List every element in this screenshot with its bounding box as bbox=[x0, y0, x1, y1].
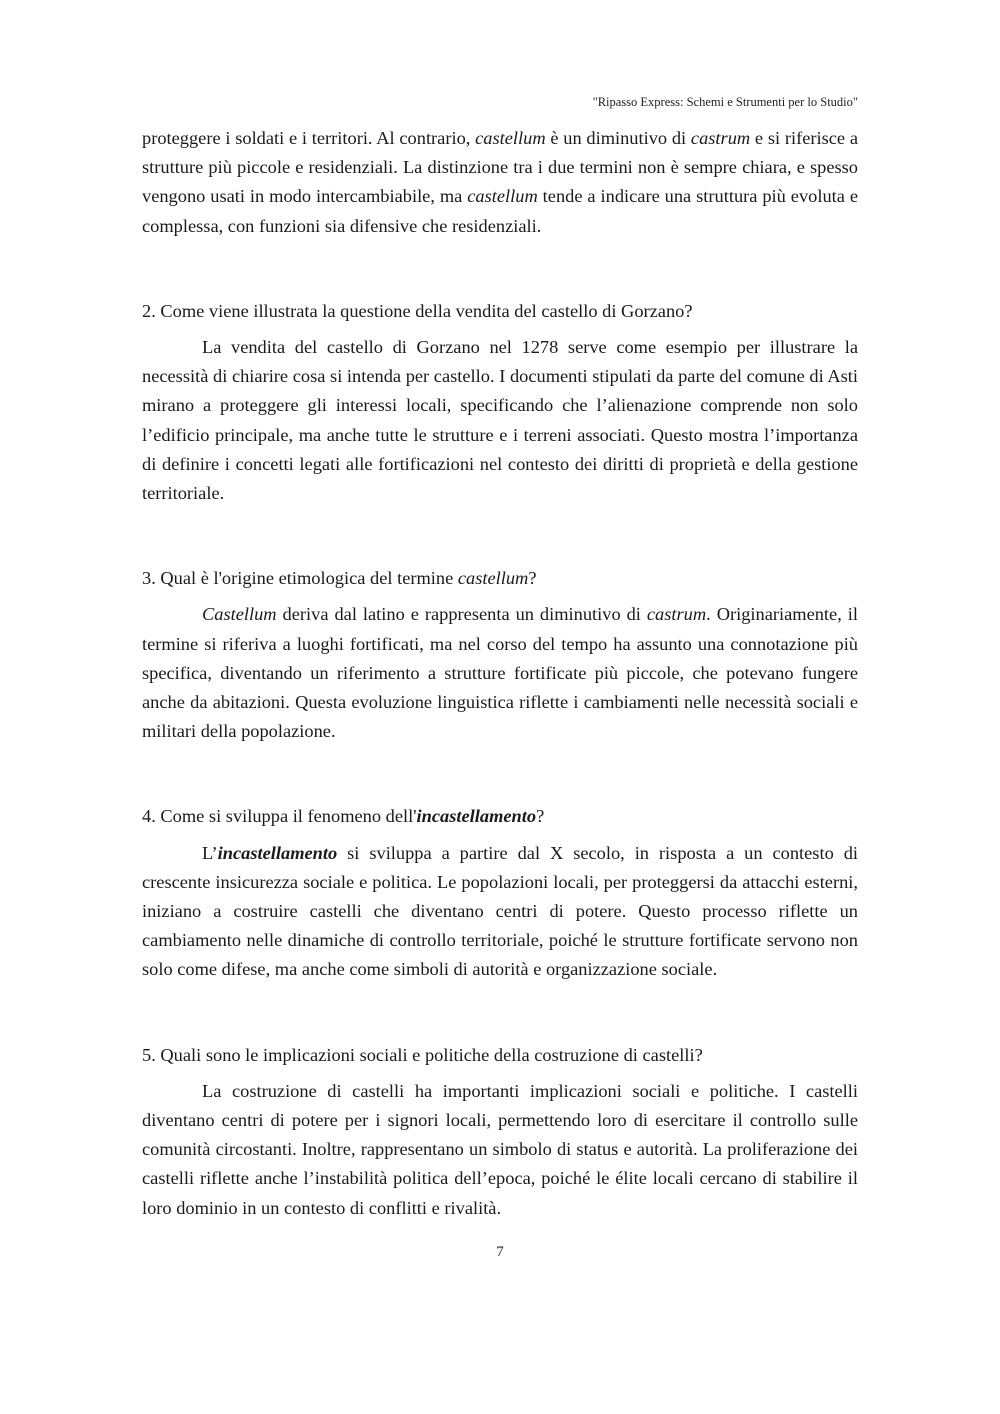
intro-text-1: proteggere i soldati e i territori. Al contrario, bbox=[142, 128, 476, 148]
question-5: 5. Quali sono le implicazioni sociali e politiche della costruzione di castelli? bbox=[142, 1044, 703, 1065]
answer-3 bbox=[142, 600, 858, 746]
answer-2: La vendita del castello di Gorzano nel 1278 serve come esempio per illustrare la necessità di chiarire cosa si intenda per castello. I documenti stipulati da parte del comune di Asti mirano a proteggere gli interessi locali, specificando che l’alienazione comprende non solo l’edificio principale, ma anche tutte le strutture e i terreni associati. Questo mostra l’importanza di definire i concetti legati alle fortificazioni nel contesto dei diritti di proprietà e della gestione territoriale. bbox=[142, 337, 858, 504]
question-3-term: castellum bbox=[457, 568, 529, 589]
answer-3-text-1: deriva dal latino e rappresenta un diminutivo di bbox=[276, 604, 647, 625]
question-4-end: ? bbox=[536, 806, 545, 827]
page-number: 7 bbox=[496, 1244, 504, 1260]
intro-text-2: è un diminutivo di bbox=[545, 128, 691, 148]
answer-4-text: si sviluppa a partire dal X secolo, in risposta a un contesto di crescente insicurezza sociale e politica. Le popolazioni locali, per proteggersi da attacchi esterni, iniziano a costruire castelli che diventano centri di potere. Questo processo riflette un cambiamento nelle dinamiche di controllo territoriale, poiché le strutture fortificate servono non solo come difese, ma anche come simboli di autorità e organizzazione sociale. bbox=[142, 842, 858, 980]
answer-4-term: incastellamento bbox=[217, 842, 338, 863]
question-3 bbox=[142, 564, 858, 593]
page-body bbox=[142, 124, 858, 1223]
answer-4-prefix: L’ bbox=[202, 842, 218, 863]
term-castellum: castellum bbox=[467, 186, 538, 207]
term-castellum: castellum bbox=[475, 128, 546, 148]
answer-3-term-castellum: Castellum bbox=[202, 604, 277, 625]
intro-text-4: tende a indicare una struttura più evoluta e complessa, con funzioni sia difensive che residenziali. bbox=[142, 186, 858, 236]
term-castrum: castrum bbox=[690, 128, 751, 148]
question-3-text: 3. Qual è l'origine etimologica del termine bbox=[142, 568, 458, 589]
question-4-text: 4. Come si sviluppa il fenomeno dell' bbox=[142, 806, 417, 827]
question-4-term: incastellamento bbox=[416, 806, 537, 827]
running-header: "Ripasso Express: Schemi e Strumenti per lo Studio" bbox=[592, 95, 858, 109]
answer-4 bbox=[142, 839, 858, 985]
answer-3-term-castrum: castrum bbox=[646, 604, 707, 625]
intro-text-3: e si riferisce a strutture più piccole e residenziali. La distinzione tra i due termini non è sempre chiara, e spesso vengono usati in modo intercambiabile, ma bbox=[142, 128, 858, 207]
intro-paragraph bbox=[142, 124, 858, 241]
answer-5: La costruzione di castelli ha importanti implicazioni sociali e politiche. I castelli diventano centri di potere per i signori locali, permettendo loro di esercitare il controllo sulle comunità circostanti. Inoltre, rappresentano un simbolo di status e autorità. La proliferazione dei castelli riflette anche l’instabilità politica dell’epoca, poiché le élite locali cercano di stabilire il loro dominio in un contesto di conflitti e rivalità. bbox=[142, 1080, 858, 1218]
question-3-end: ? bbox=[528, 568, 537, 589]
question-4 bbox=[142, 802, 858, 831]
answer-3-text-2: . Originariamente, il termine si riferiva a luoghi fortificati, ma nel corso del tempo ha assunto una connotazione più specifica, diventando un riferimento a strutture fortificate più piccole, che potevano fungere anche da abitazioni. Questa evoluzione linguistica riflette i cambiamenti nelle necessità sociali e militari della popolazione. bbox=[142, 604, 858, 742]
question-2: 2. Come viene illustrata la questione della vendita del castello di Gorzano? bbox=[142, 300, 693, 321]
